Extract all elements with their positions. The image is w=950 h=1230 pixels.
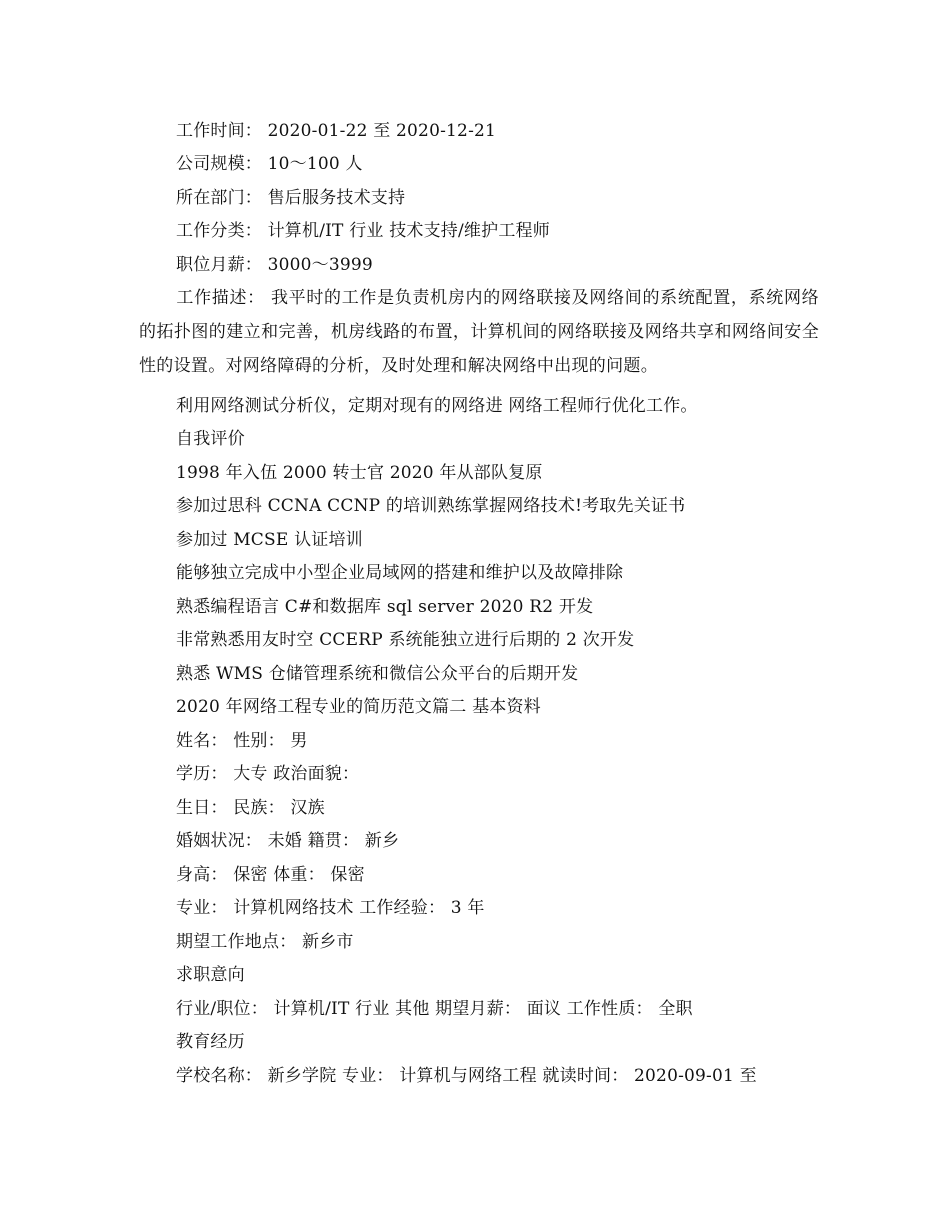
programming-line: 熟悉编程语言 C#和数据库 sql server 2020 R2 开发 (176, 597, 594, 617)
lan-skill-line: 能够独立完成中小型企业局域网的搭建和维护以及故障排除 (176, 563, 624, 583)
military-line: 1998 年入伍 2000 转士官 2020 年从部队复原 (176, 463, 543, 483)
optimization-line: 利用网络测试分析仪，定期对现有的网络进 网络工程师行优化工作。 (176, 396, 698, 416)
industry-position-line: 行业/职位： 计算机/IT 行业 其他 期望月薪： 面议 工作性质： 全职 (176, 999, 693, 1019)
education-politics-line: 学历： 大专 政治面貌： (176, 764, 360, 784)
mcse-line: 参加过 MCSE 认证培训 (176, 530, 363, 550)
self-evaluation-heading: 自我评价 (176, 429, 245, 449)
work-time-line: 工作时间： 2020-01-22 至 2020-12-21 (176, 121, 497, 141)
company-size-line: 公司规模： 10～100 人 (176, 154, 363, 174)
job-intention-heading: 求职意向 (176, 965, 245, 985)
school-line: 学校名称： 新乡学院 专业： 计算机与网络工程 就读时间： 2020-09-01 至 (176, 1066, 757, 1086)
wms-line: 熟悉 WMS 仓储管理系统和微信公众平台的后期开发 (176, 664, 579, 684)
education-history-heading: 教育经历 (176, 1032, 245, 1052)
department-line: 所在部门： 售后服务技术支持 (176, 188, 406, 208)
expected-location-line: 期望工作地点： 新乡市 (176, 932, 354, 952)
cisco-training-line: 参加过思科 CCNA CCNP 的培训熟练掌握网络技术!考取先关证书 (176, 496, 686, 516)
marital-native-line: 婚姻状况： 未婚 籍贯： 新乡 (176, 831, 400, 851)
name-gender-line: 姓名： 性别： 男 (176, 731, 308, 751)
birth-ethnicity-line: 生日： 民族： 汉族 (176, 798, 325, 818)
job-category-line: 工作分类： 计算机/IT 行业 技术支持/维护工程师 (176, 221, 550, 241)
work-description-paragraph: 工作描述： 我平时的工作是负责机房内的网络联接及网络间的系统配置，系统网络的拓扑图的建立和完善，机房线路的布置，计算机间的网络联接及网络共享和网络间安全性的设置。对网络障碍的分析，及时处理和解决网络中出现的问题。 (139, 288, 819, 376)
section-title-line: 2020 年网络工程专业的简历范文篇二 基本资料 (176, 697, 541, 717)
ccerp-line: 非常熟悉用友时空 CCERP 系统能独立进行后期的 2 次开发 (176, 630, 635, 650)
salary-line: 职位月薪： 3000～3999 (176, 255, 373, 275)
major-experience-line: 专业： 计算机网络技术 工作经验： 3 年 (176, 898, 485, 918)
height-weight-line: 身高： 保密 体重： 保密 (176, 865, 365, 885)
